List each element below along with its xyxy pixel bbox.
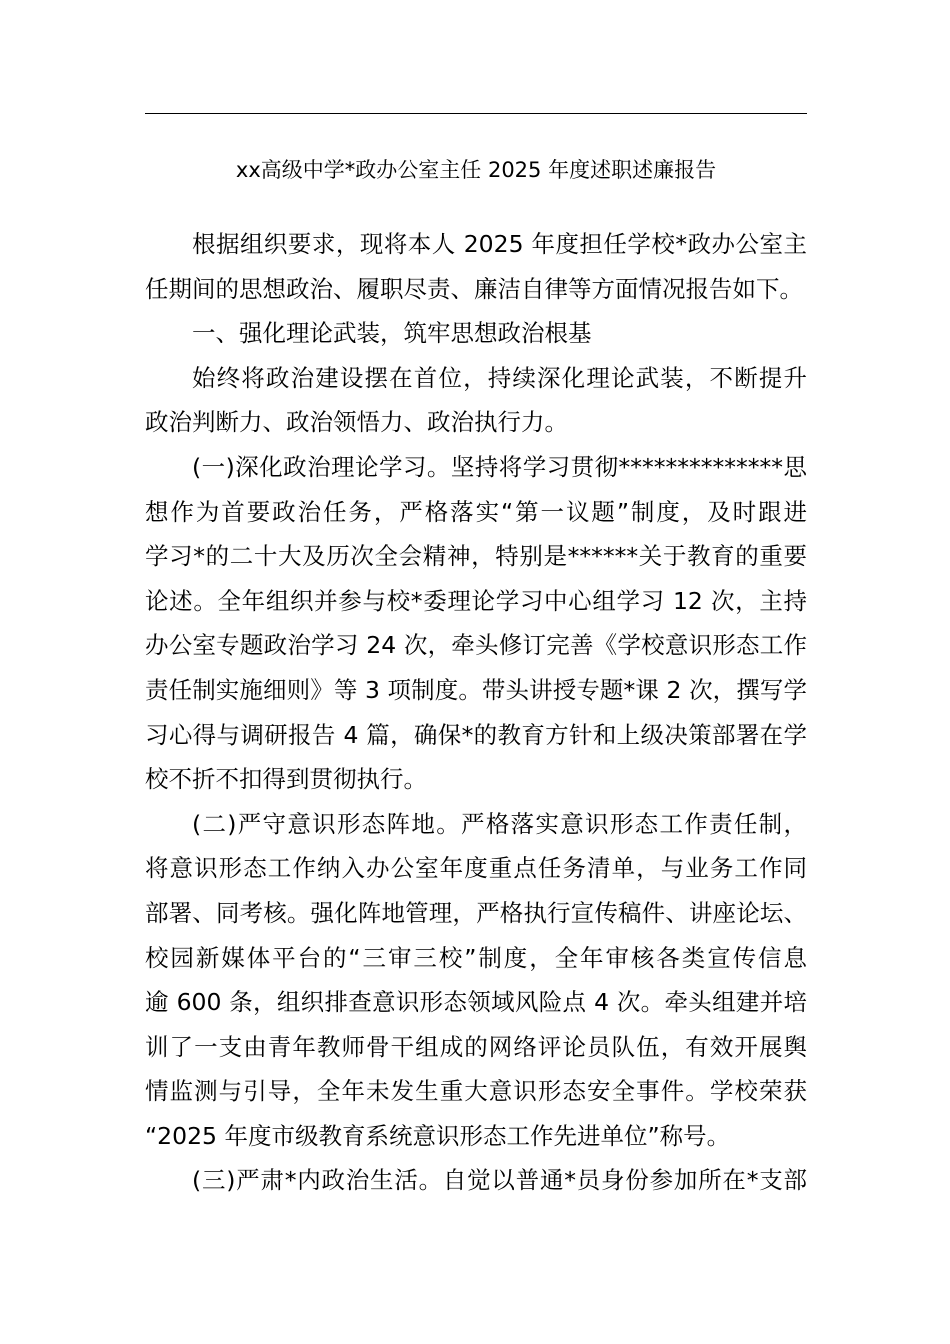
paragraph-line: 根据组织要求，现将本人 2025 年度担任学校*政办公室主 bbox=[192, 230, 807, 258]
body-paragraph bbox=[145, 356, 807, 445]
paragraph-line: 论述。全年组织并参与校*委理论学习中心组学习 12 次，主持 bbox=[145, 586, 807, 615]
paragraph-line: 校不折不扣得到贯彻执行。 bbox=[145, 765, 427, 794]
paragraph-line: 一、强化理论武装，筑牢思想政治根基 bbox=[192, 319, 592, 348]
paragraph-line: “2025 年度市级教育系统意识形态工作先进单位”称号。 bbox=[145, 1121, 731, 1150]
paragraph-line: 想作为首要政治任务，严格落实“第一议题”制度，及时跟进 bbox=[145, 497, 807, 526]
paragraph-line: (三)严肃*内政治生活。自觉以普通*员身份参加所在*支部 bbox=[192, 1166, 807, 1195]
paragraph-line: 责任制实施细则》等 3 项制度。带头讲授专题*课 2 次，撰写学 bbox=[145, 675, 807, 704]
paragraph-line: 始终将政治建设摆在首位，持续深化理论武装，不断提升 bbox=[192, 363, 807, 392]
paragraph-line: 学习*的二十大及历次全会精神，特别是******关于教育的重要 bbox=[145, 542, 807, 571]
paragraph-line: 训了一支由青年教师骨干组成的网络评论员队伍，有效开展舆 bbox=[145, 1032, 807, 1061]
paragraph-line: 逾 600 条，组织排查意识形态领域风险点 4 次。牵头组建并培 bbox=[145, 988, 807, 1017]
paragraph-line: 办公室专题政治学习 24 次，牵头修订完善《学校意识形态工作 bbox=[145, 631, 807, 660]
body-paragraph bbox=[145, 802, 807, 1159]
body-paragraph bbox=[145, 445, 807, 802]
document-title: xx高级中学*政办公室主任 2025 年度述职述廉报告 bbox=[235, 158, 717, 182]
paragraph-line: 将意识形态工作纳入办公室年度重点任务清单，与业务工作同 bbox=[145, 854, 807, 883]
paragraph-line: (一)深化政治理论学习。坚持将学习贯彻**************思 bbox=[192, 452, 807, 481]
body-paragraph bbox=[145, 1158, 807, 1203]
document-body bbox=[145, 222, 807, 1203]
paragraph-line: 部署、同考核。强化阵地管理，严格执行宣传稿件、讲座论坛、 bbox=[145, 898, 807, 927]
header-rule bbox=[145, 113, 807, 114]
section-heading bbox=[145, 311, 807, 356]
paragraph-line: 任期间的思想政治、履职尽责、廉洁自律等方面情况报告如下。 bbox=[145, 274, 803, 303]
paragraph-line: (二)严守意识形态阵地。严格落实意识形态工作责任制， bbox=[192, 809, 807, 838]
paragraph-line: 习心得与调研报告 4 篇，确保*的教育方针和上级决策部署在学 bbox=[145, 720, 807, 749]
body-paragraph bbox=[145, 222, 807, 311]
paragraph-line: 情监测与引导，全年未发生重大意识形态安全事件。学校荣获 bbox=[145, 1077, 807, 1106]
paragraph-line: 校园新媒体平台的“三审三校”制度，全年审核各类宣传信息 bbox=[145, 943, 807, 972]
paragraph-line: 政治判断力、政治领悟力、政治执行力。 bbox=[145, 408, 568, 437]
